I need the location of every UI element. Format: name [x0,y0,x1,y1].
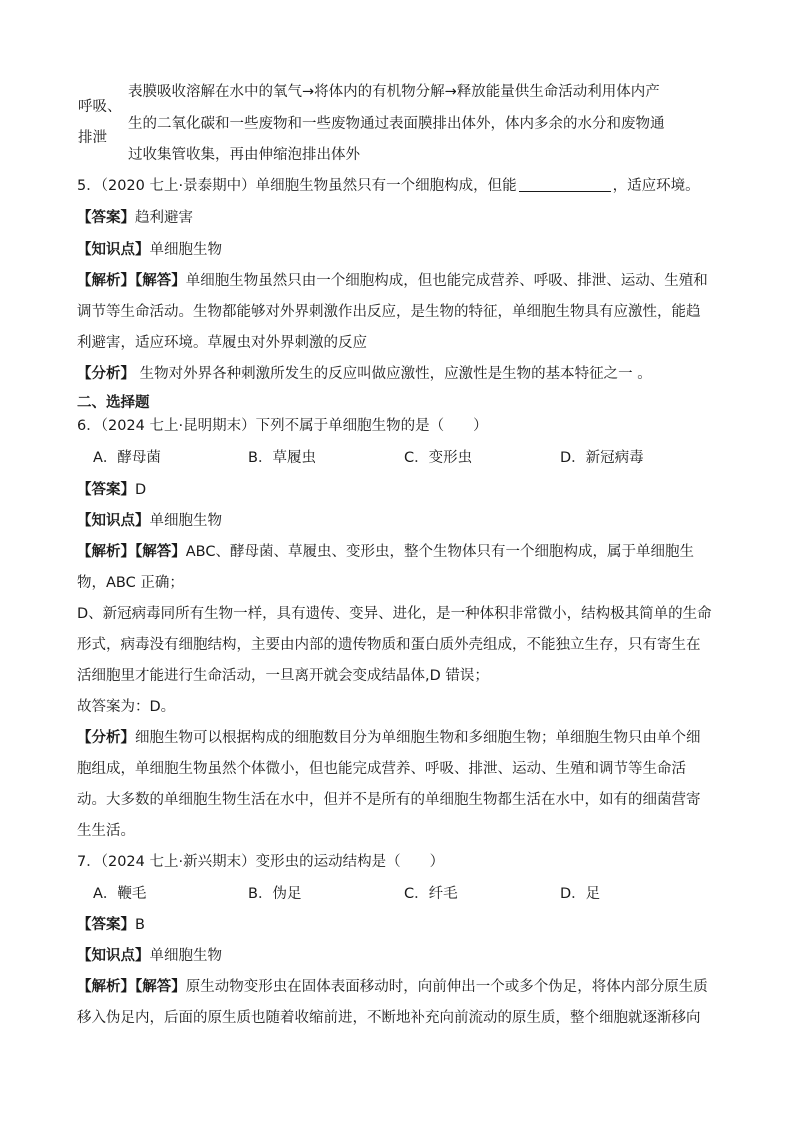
analysis-text: ABC、酵母菌、草履虫、变形虫，整个生物体只有一个细胞构成，属于单细胞生 [185,544,694,560]
analysis-text: 调节等生命活动。生物都能够对外界刺激作出反应，是生物的特征，单细胞生物具有应激性，能趋 [77,304,701,320]
analysis-text: 原生动物变形虫在固体表面移动时，向前伸出一个或多个伪足，将体内部分原生质 [185,979,708,995]
option-c: C．纤毛 [404,886,458,902]
fenxi-text: 细胞生物可以根据构成的细胞数目分为单细胞生物和多细胞生物；单细胞生物只由单个细 [135,730,701,746]
table-cell-line: 表膜吸收溶解在水中的氧气→将体内的有机物分解→释放能量供生命活动利用体内产 [128,84,660,100]
table-row-label: 呼吸、 [78,99,122,115]
fenxi-text: 胞组成，单细胞生物虽然个体微小，但也能完成营养、呼吸、排泄、运动、生殖和调节等生命活 [77,761,686,777]
analysis-tag: 【解析】【解答】 [77,273,186,289]
section-heading: 二、选择题 [77,395,150,411]
option-d: D．新冠病毒 [560,450,644,466]
analysis-text: D、新冠病毒同所有生物一样，具有遗传、变异、进化，是一种体积非常微小，结构极其简单的生命 [77,606,712,622]
answer-value: 趋利避害 [135,210,193,226]
question-6-answer [77,480,146,500]
question-6-knowledge-point [77,511,222,531]
fenxi-text: 生物对外界各种刺激所发生的反应叫做应激性，应激性是生物的基本特征之一 。 [135,366,652,382]
question-5-answer [77,208,193,228]
answer-blank [519,177,611,192]
knowledge-value: 单细胞生物 [149,242,222,258]
question-text: 5．（2020 七上·景泰期中）单细胞生物虽然只有一个细胞构成，但能 [77,178,517,194]
question-6-stem: 6．（2024 七上·昆明期末）下列不属于单细胞生物的是（ ） [77,418,488,434]
table-cell-line: 过收集管收集，再由伸缩泡排出体外 [128,147,360,163]
option-c: C．变形虫 [404,450,473,466]
analysis-text: 活细胞里才能进行生命活动，一旦离开就会变成结晶体,D 错误； [77,668,489,684]
analysis-text: 故答案为：D。 [77,699,176,715]
knowledge-value: 单细胞生物 [149,948,222,964]
option-d: D．足 [560,886,601,902]
question-7-answer [77,915,145,935]
fenxi-text: 生生活。 [77,823,135,839]
option-a: A．酵母菌 [93,450,161,466]
fenxi-tag: 【分析】 [77,730,135,746]
answer-value: B [135,917,145,933]
table-cell-line: 生的二氧化碳和一些废物和一些废物通过表面膜排出体外，体内多余的水分和废物通 [128,116,665,132]
analysis-text: 移入伪足内，后面的原生质也随着收缩前进，不断地补充向前流动的原生质，整个细胞就逐渐移向 [77,1010,701,1026]
question-5-fenxi [77,364,652,384]
analysis-text: 物，ABC 正确； [77,575,184,591]
analysis-tag: 【解析】【解答】 [77,979,186,995]
question-text: ，适应环境。 [612,178,700,194]
question-6-analysis [77,542,694,562]
answer-tag: 【答案】 [77,482,135,498]
knowledge-tag: 【知识点】 [77,242,150,258]
answer-tag: 【答案】 [77,917,135,933]
question-5-knowledge-point [77,240,222,260]
fenxi-text: 动。大多数的单细胞生物生活在水中，但并不是所有的单细胞生物都生活在水中，如有的细菌营寄 [77,792,701,808]
question-5-stem [77,176,700,196]
option-b: B．伪足 [248,886,302,902]
knowledge-value: 单细胞生物 [149,513,222,529]
analysis-text: 单细胞生物虽然只由一个细胞构成，但也能完成营养、呼吸、排泄、运动、生殖和 [185,273,708,289]
analysis-text: 利避害，适应环境。草履虫对外界刺激的反应 [77,335,367,351]
answer-value: D [135,482,147,498]
question-7-stem: 7．（2024 七上·新兴期末）变形虫的运动结构是（ ） [77,854,445,870]
analysis-tag: 【解析】【解答】 [77,544,186,560]
option-b: B．草履虫 [248,450,316,466]
analysis-text: 形式，病毒没有细胞结构，主要由内部的遗传物质和蛋白质外壳组成，不能独立生存，只有寄生在 [77,637,701,653]
knowledge-tag: 【知识点】 [77,948,150,964]
question-7-knowledge-point [77,946,222,966]
question-5-analysis [77,271,708,291]
answer-tag: 【答案】 [77,210,135,226]
question-6-fenxi [77,728,701,748]
table-row-label-2: 排泄 [78,130,107,146]
question-7-analysis [77,977,708,997]
option-a: A．鞭毛 [93,886,147,902]
knowledge-tag: 【知识点】 [77,513,150,529]
fenxi-tag: 【分析】 [77,366,135,382]
